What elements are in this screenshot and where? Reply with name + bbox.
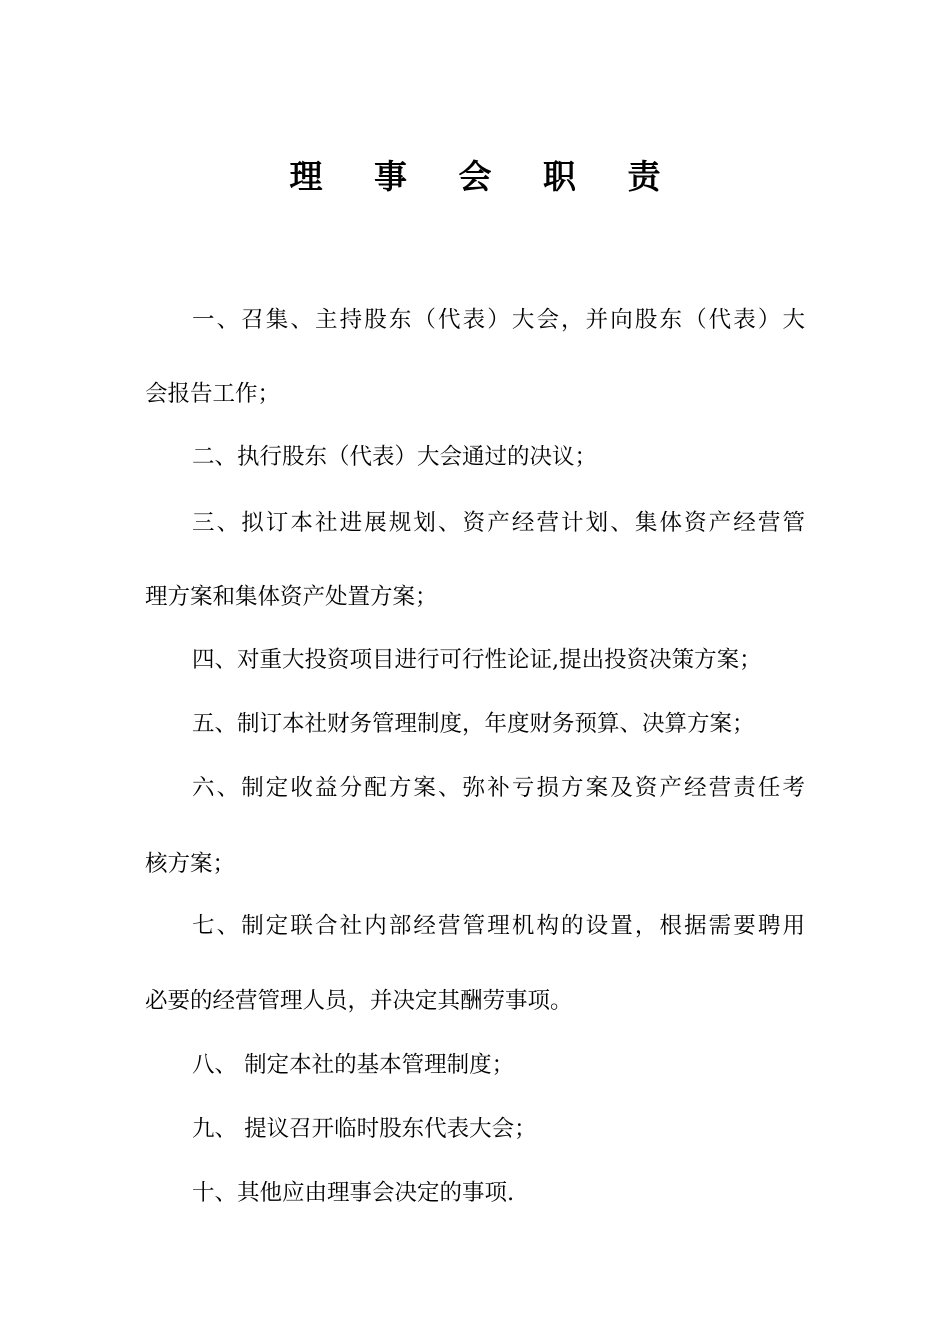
duty-line-3: 三、拟订本社进展规划、资产经营计划、集体资产经营管 [192, 510, 805, 536]
duty-line-6: 六、制定收益分配方案、弥补亏损方案及资产经营责任考 [192, 775, 805, 801]
duty-line-5: 五、制订本社财务管理制度，年度财务预算、决算方案； [192, 711, 755, 737]
duty-line-4: 四、对重大投资项目进行可行性论证,提出投资决策方案； [192, 647, 762, 673]
duty-line-10: 十、其他应由理事会决定的事项. [192, 1180, 515, 1206]
document-title: 理 事 会 职 责 [289, 157, 681, 196]
duty-line-9: 九、 提议召开临时股东代表大会； [192, 1116, 537, 1142]
duty-line-3-continued: 理方案和集体资产处置方案； [145, 584, 438, 610]
duty-line-6-continued: 核方案； [145, 851, 236, 877]
duty-line-8: 八、 制定本社的基本管理制度； [192, 1052, 515, 1078]
duty-line-2: 二、执行股东（代表）大会通过的决议； [192, 444, 598, 470]
duty-line-1: 一、召集、主持股东（代表）大会，并向股东（代表）大 [192, 307, 805, 333]
duty-line-7-continued: 必要的经营管理人员，并决定其酬劳事项。 [145, 988, 573, 1014]
duty-line-7: 七、制定联合社内部经营管理机构的设置，根据需要聘用 [192, 913, 805, 939]
duty-line-1-continued: 会报告工作； [145, 381, 281, 407]
